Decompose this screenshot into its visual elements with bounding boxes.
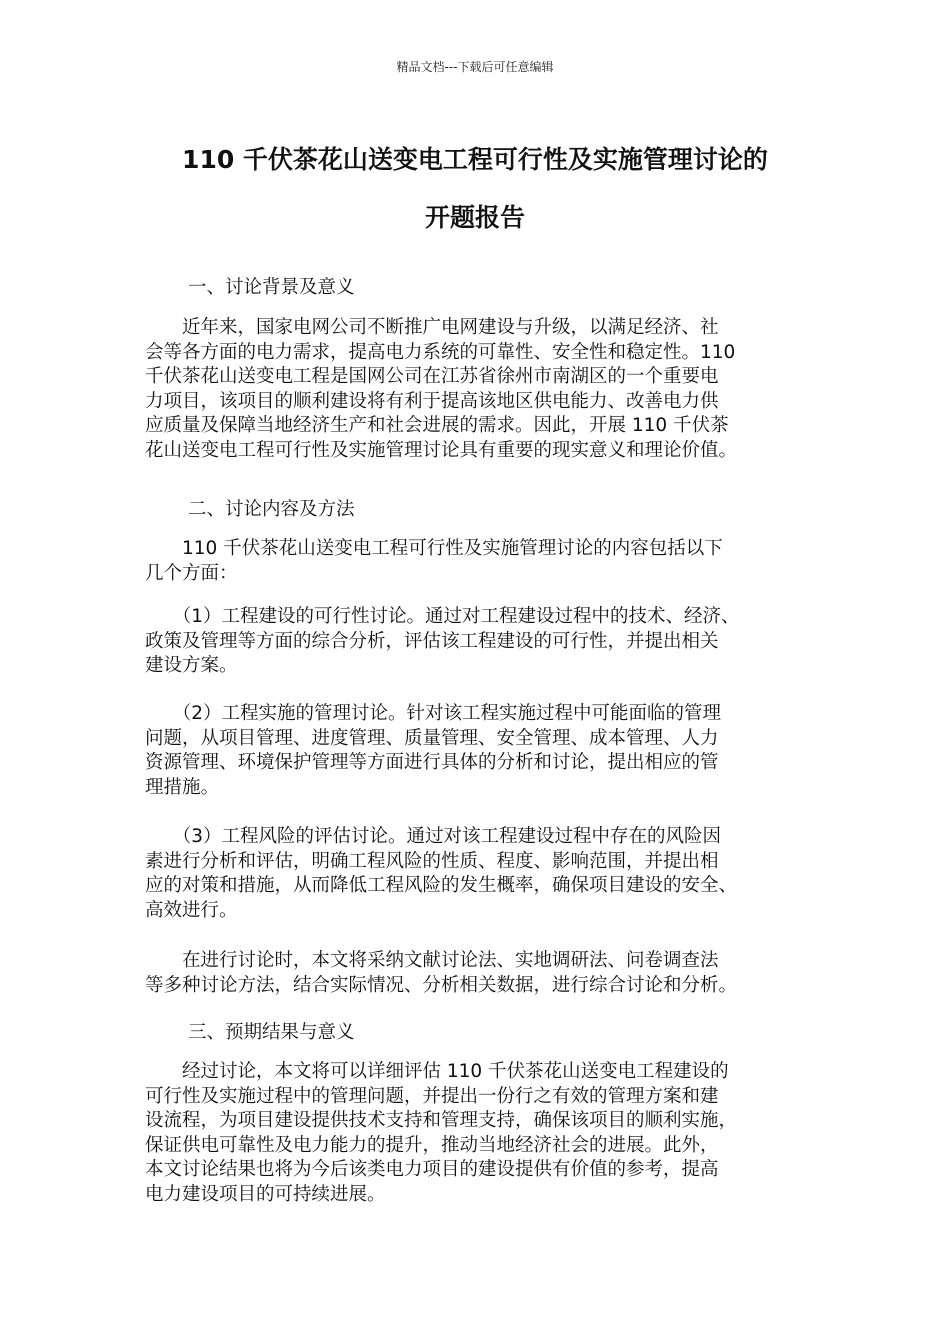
paragraph-line: 问题，从项目管理、进度管理、质量管理、安全管理、成本管理、人力: [145, 727, 719, 749]
document-title-line-2: 开题报告: [424, 203, 525, 232]
paragraph-line: （1）工程建设的可行性讨论。通过对工程建设过程中的技术、经济、: [145, 606, 740, 627]
section-2-item-1: [145, 605, 810, 679]
paragraph-line: 保证供电可靠性及电力能力的提升，推动当地经济社会的进展。此外，: [145, 1134, 719, 1156]
section-1-paragraph: [145, 316, 810, 463]
paragraph-line: 素进行分析和评估，明确工程风险的性质、程度、影响范围，并提出相: [145, 850, 719, 872]
paragraph-line: 经过讨论，本文将可以详细评估 110 千伏茶花山送变电工程建设的: [145, 1061, 729, 1082]
paragraph-line: （2）工程实施的管理讨论。针对该工程实施过程中可能面临的管理: [145, 703, 722, 724]
paragraph-line: 建设方案。: [145, 655, 238, 676]
paragraph-line: 政策及管理等方面的综合分析，评估该工程建设的可行性，并提出相关: [145, 630, 719, 652]
paragraph-line: 电力建设项目的可持续进展。: [145, 1183, 386, 1205]
paragraph-line: 设流程，为项目建设提供技术支持和管理支持，确保该项目的顺利实施，: [145, 1110, 738, 1131]
paragraph-line: 可行性及实施过程中的管理问题，并提出一份行之有效的管理方案和建: [145, 1085, 719, 1107]
paragraph-line: 本文讨论结果也将为今后该类电力项目的建设提供有价值的参考，提高: [145, 1159, 719, 1180]
paragraph-line: 等多种讨论方法，结合实际情况、分析相关数据，进行综合讨论和分析。: [145, 974, 738, 996]
section-3-paragraph: [145, 1060, 810, 1207]
paragraph-line: 应质量及保障当地经济生产和社会进展的需求。因此，开展 110 千伏茶: [145, 415, 729, 436]
section-2-item-2: [145, 702, 810, 800]
section-2-methods: [145, 949, 810, 998]
paragraph-line: 力项目，该项目的顺利建设将有利于提高该地区供电能力、改善电力供: [145, 390, 719, 412]
section-2-item-3: [145, 825, 810, 923]
section-1-heading: 一、讨论背景及意义: [188, 277, 355, 298]
paragraph-line: 资源管理、环境保护管理等方面进行具体的分析和讨论，提出相应的管: [145, 752, 719, 773]
paragraph-line: 110 千伏茶花山送变电工程可行性及实施管理讨论的内容包括以下: [145, 538, 723, 559]
paragraph-line: 几个方面：: [145, 562, 238, 584]
paragraph-line: 高效进行。: [145, 899, 238, 921]
paragraph-line: 花山送变电工程可行性及实施管理讨论具有重要的现实意义和理论价值。: [145, 439, 738, 461]
section-3-heading: 三、预期结果与意义: [188, 1022, 355, 1043]
section-2-intro: [145, 537, 810, 586]
section-2-heading: 二、讨论内容及方法: [188, 499, 355, 520]
paragraph-line: 理措施。: [145, 776, 220, 798]
paragraph-line: （3）工程风险的评估讨论。通过对该工程建设过程中存在的风险因: [145, 826, 722, 847]
paragraph-line: 应的对策和措施，从而降低工程风险的发生概率，确保项目建设的安全、: [145, 875, 738, 896]
page-header: 精品文档---下载后可任意编辑: [396, 60, 554, 74]
paragraph-line: 近年来，国家电网公司不断推广电网建设与升级，以满足经济、社: [145, 317, 719, 338]
paragraph-line: 千伏茶花山送变电工程是国网公司在江苏省徐州市南湖区的一个重要电: [145, 366, 719, 387]
paragraph-line: 在进行讨论时，本文将采纳文献讨论法、实地调研法、问卷调查法: [145, 950, 719, 971]
document-title-line-1: 110 千伏茶花山送变电工程可行性及实施管理讨论的: [182, 145, 768, 174]
paragraph-line: 会等各方面的电力需求，提高电力系统的可靠性、安全性和稳定性。110: [145, 341, 736, 363]
